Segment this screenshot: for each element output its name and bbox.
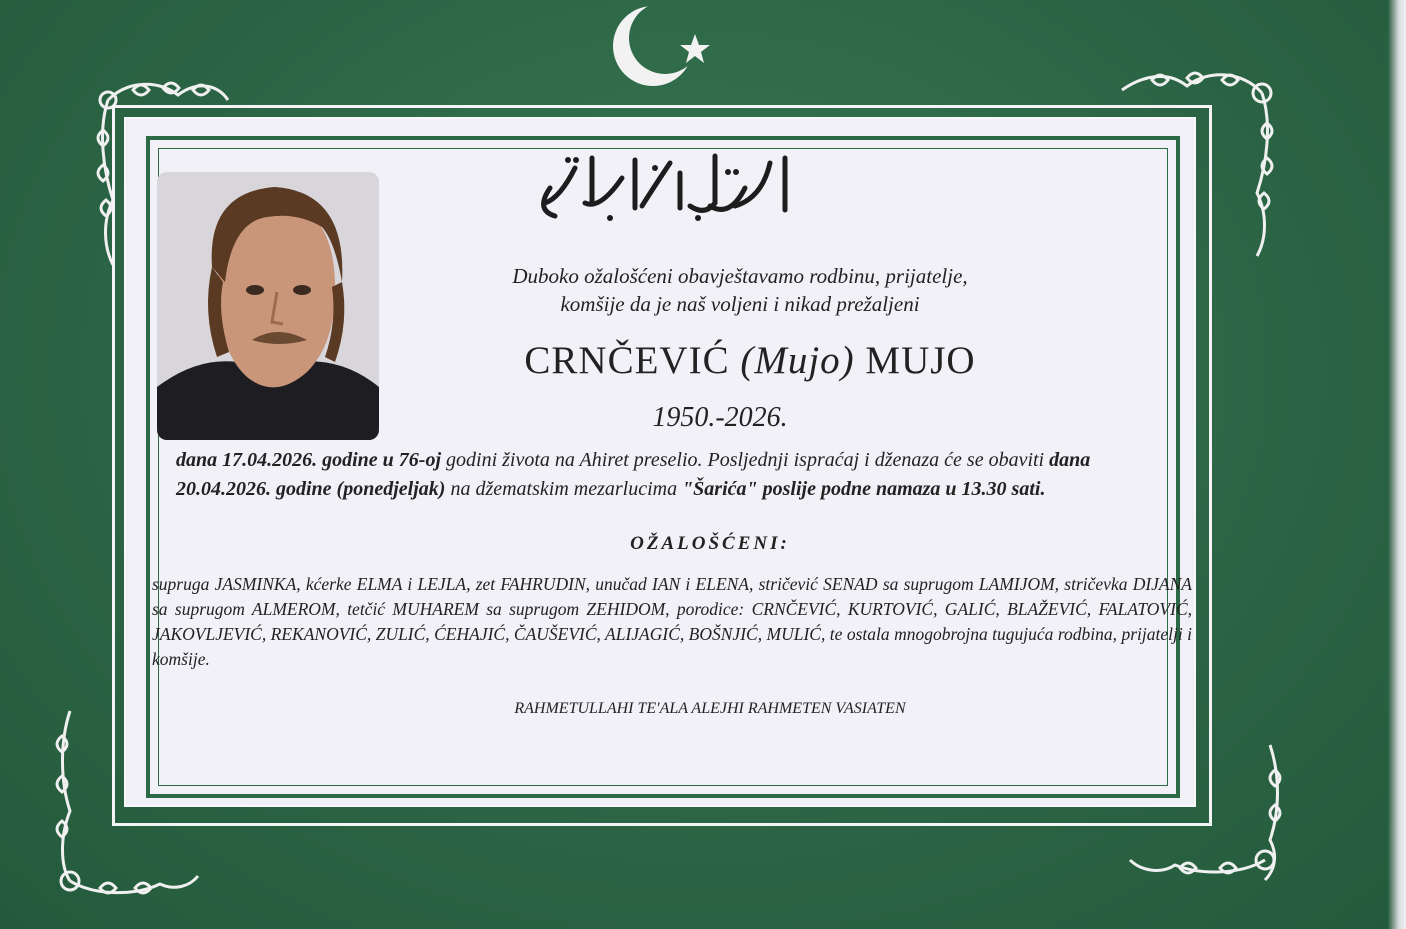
announcement-text: [176, 446, 1176, 504]
portrait-photo: [157, 172, 379, 440]
cemetery-name-time: "Šarića" poslije podne namaza u 13.30 sati.: [682, 478, 1046, 500]
intro-text: [390, 262, 1090, 318]
arabic-calligraphy-heading: [530, 148, 800, 228]
nickname: (Mujo): [740, 339, 855, 382]
surname: CRNČEVIĆ: [524, 339, 730, 382]
closing-prayer: RAHMETULLAHI TE'ALA ALEJHI RAHMETEN VASIATEN: [514, 700, 906, 717]
mourners-list: supruga JASMINKA, kćerke ELMA i LEJLA, zet FAHRUDIN, unučad IAN i ELENA, stričević SENAD sa suprugom LAMIJOM, stričevka DIJANA sa suprugom ALMEROM, tetčić MUHAREM sa suprugom ZEHIDOM, porodice: CRNČEVIĆ, KURTOVIĆ, GALIĆ, BLAŽEVIĆ, FALATOVIĆ, JAKOVLJEVIĆ, REKANOVIĆ, ZULIĆ, ĆEHAJIĆ, ČAUŠEVIĆ, ALIJAGIĆ, BOŠNJIĆ, MULIĆ, te ostala mnogobrojna tugujuća rodbina, prijatelji i komšije.: [152, 574, 1192, 669]
deceased-name: [380, 338, 1120, 383]
funeral-date-phrase: dana 20.04.2026. godine (ponedjeljak): [176, 449, 1091, 500]
mourners-title: OŽALOŠĆENI:: [630, 533, 790, 554]
cemetery-phrase: na džematskim mezarlucima: [445, 478, 683, 500]
crescent-star-icon: [607, 4, 727, 96]
life-years: 1950.-2026.: [652, 402, 788, 433]
given-name: MUJO: [865, 339, 976, 382]
intro-line-1: Duboko ožalošćeni obavještavamo rodbinu, prijatelje,: [512, 264, 968, 288]
announcement-middle: godini života na Ahiret preselio. Posljednji ispraćaj i dženaza će se obaviti: [441, 449, 1050, 471]
intro-line-2: komšije da je naš voljeni i nikad prežaljeni: [560, 292, 920, 316]
page-edge: [1388, 0, 1406, 929]
death-date-phrase: dana 17.04.2026. godine u 76-oj: [176, 449, 442, 471]
